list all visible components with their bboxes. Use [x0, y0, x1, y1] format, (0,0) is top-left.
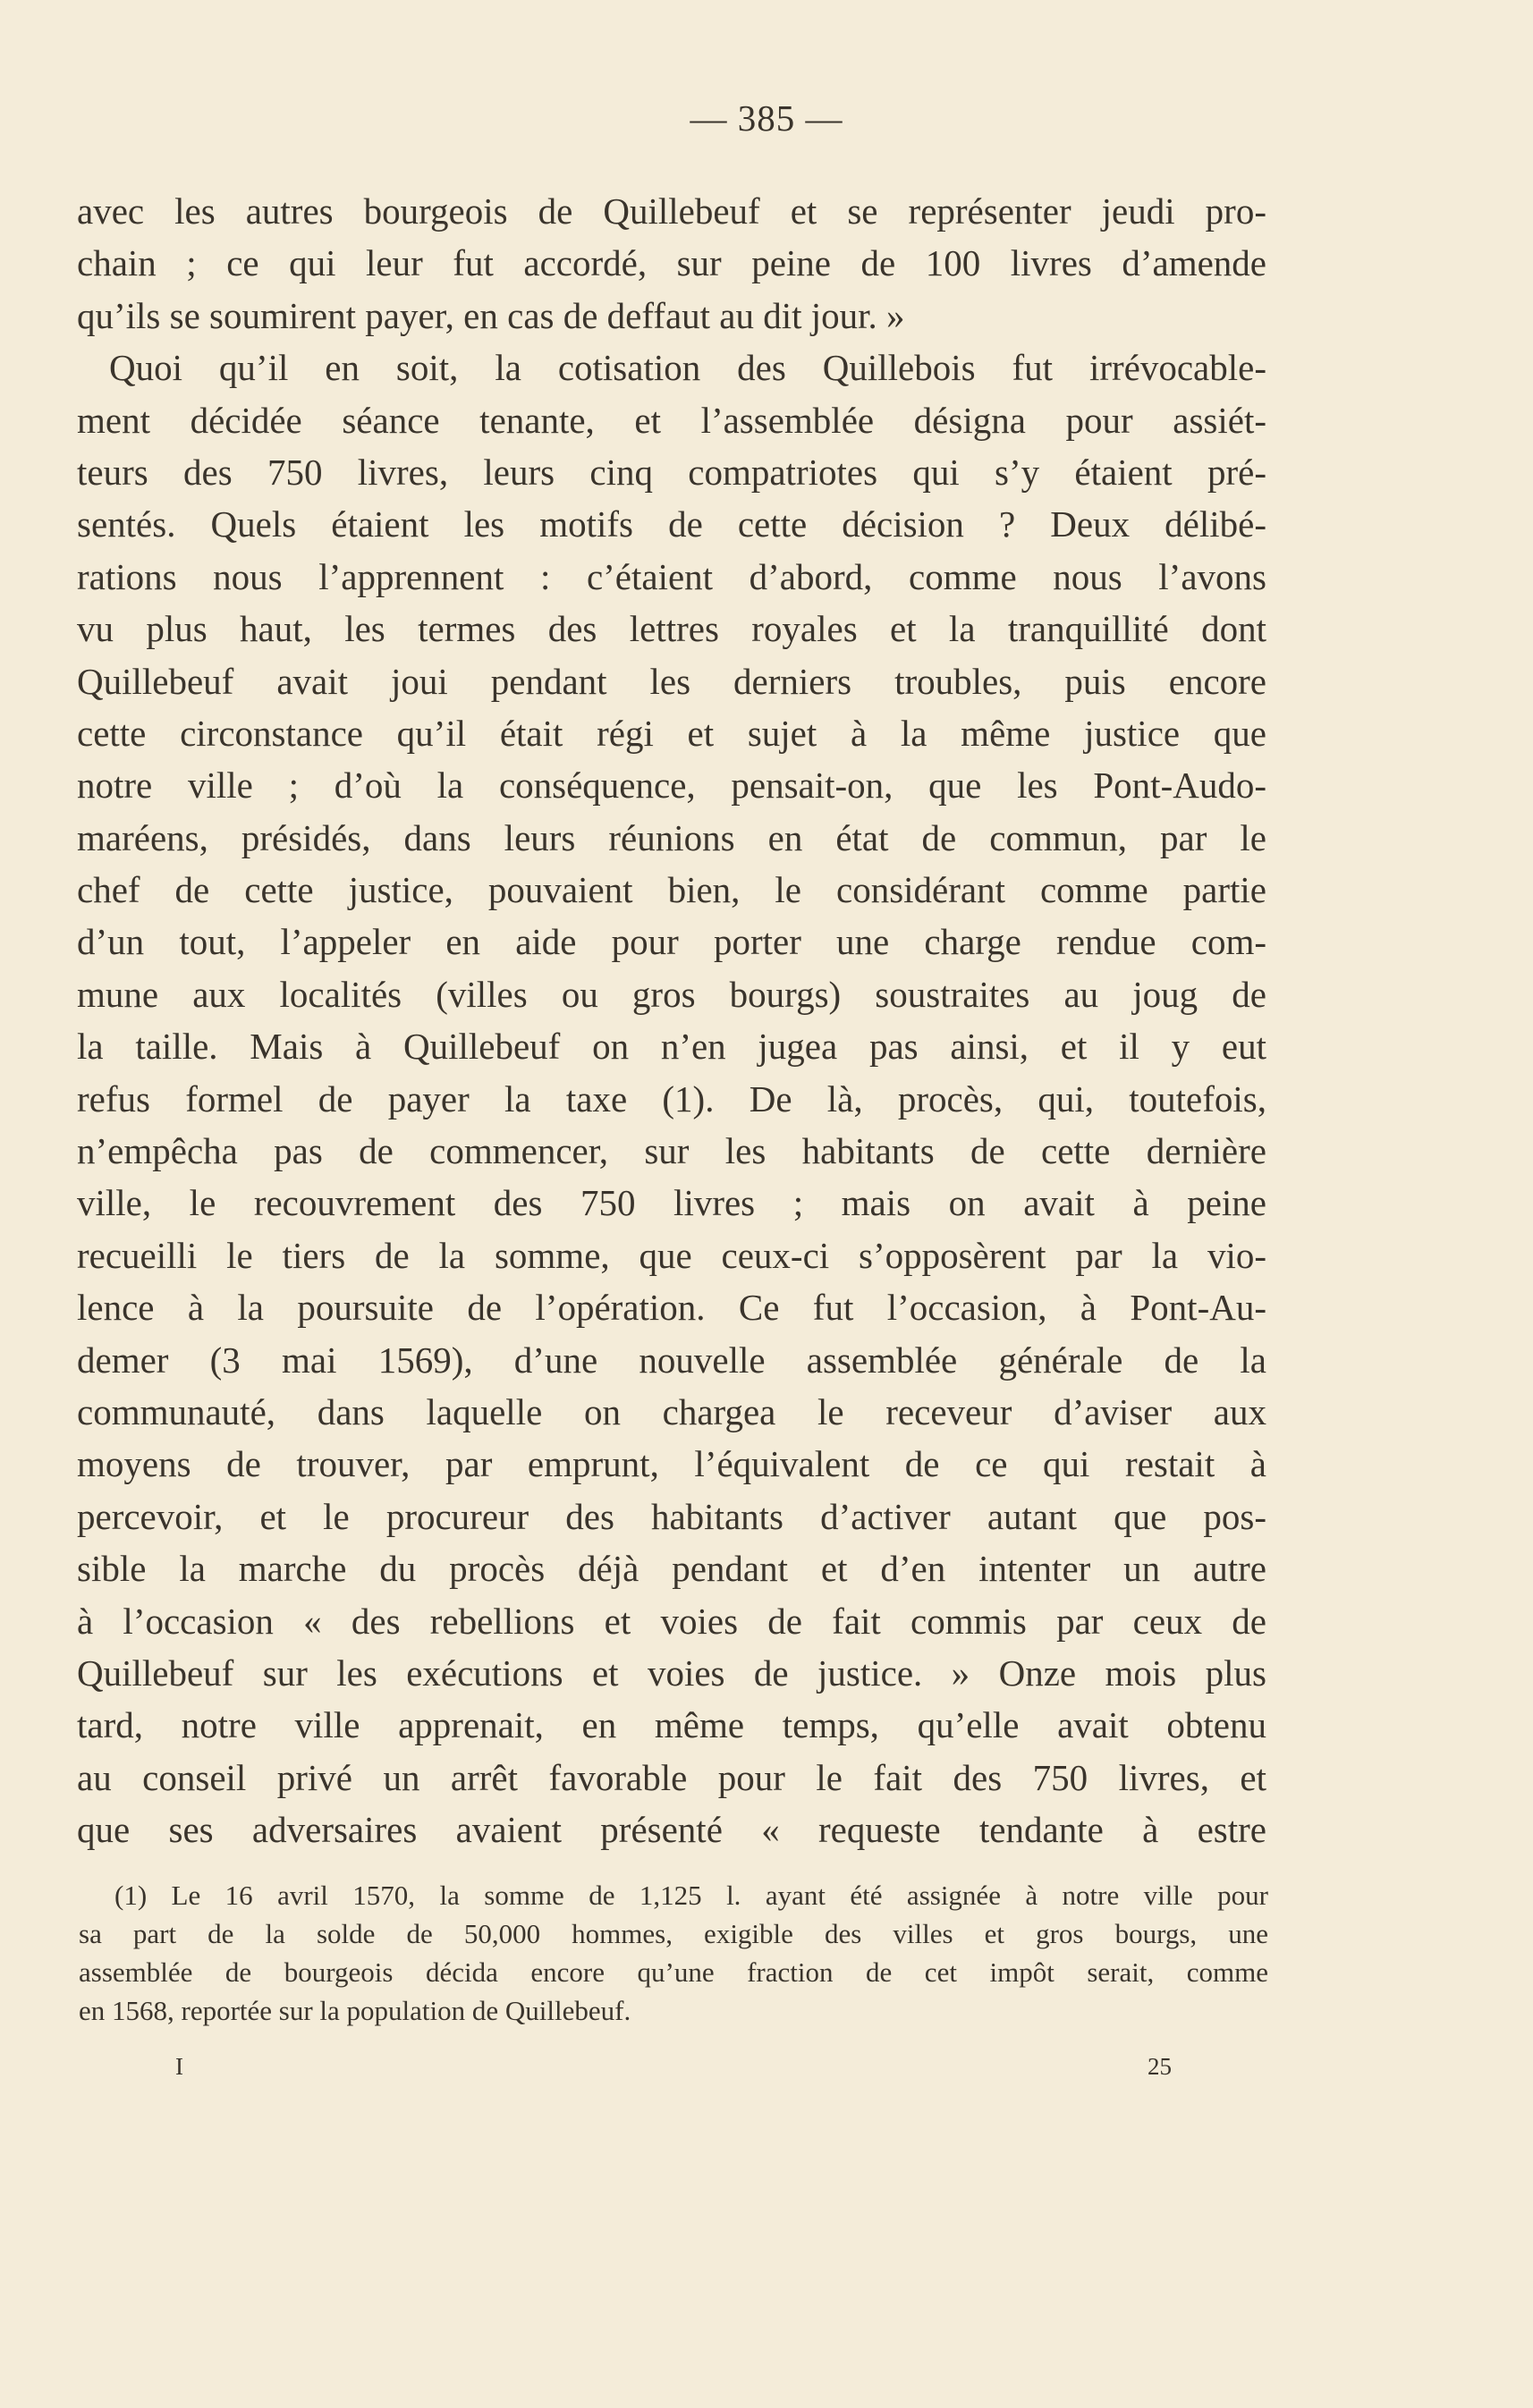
text-line: tard, notre ville apprenait, en même temps, qu’elle avait obtenu [77, 1704, 1266, 1746]
text-line: Quoi qu’il en soit, la cotisation des Quillebois fut irrévocable- [109, 347, 1266, 389]
footnote-line: assemblée de bourgeois décida encore qu’une fraction de cet impôt serait, comme [79, 1956, 1268, 1988]
text-line: Quillebeuf avait joui pendant les derniers troubles, puis encore [77, 660, 1266, 702]
signature-mark-left: I [175, 2053, 183, 2080]
text-line: communauté, dans laquelle on chargea le receveur d’aviser aux [77, 1390, 1266, 1432]
text-line: vu plus haut, les termes des lettres royales et la tranquillité dont [77, 608, 1266, 650]
text-line: n’empêcha pas de commencer, sur les habitants de cette dernière [77, 1130, 1266, 1172]
text-line: que ses adversaires avaient présenté « requeste tendante à estre [77, 1809, 1266, 1851]
footnote-line: sa part de la solde de 50,000 hommes, exigible des villes et gros bourgs, une [79, 1918, 1268, 1949]
text-line: refus formel de payer la taxe (1). De là, procès, qui, toutefois, [77, 1077, 1266, 1120]
text-line: cette circonstance qu’il était régi et sujet à la même justice que [77, 712, 1266, 754]
text-line: recueilli le tiers de la somme, que ceux-ci s’opposèrent par la vio- [77, 1234, 1266, 1276]
text-line: chef de cette justice, pouvaient bien, le considérant comme partie [77, 869, 1266, 911]
text-line: sentés. Quels étaient les motifs de cette décision ? Deux délibé- [77, 503, 1266, 545]
text-line: demer (3 mai 1569), d’une nouvelle assemblée générale de la [77, 1339, 1266, 1381]
text-line: d’un tout, l’appeler en aide pour porter une charge rendue com- [77, 921, 1266, 963]
text-line: mune aux localités (villes ou gros bourgs) soustraites au joug de [77, 973, 1266, 1015]
footnotes [79, 1876, 1268, 2030]
body-text [77, 185, 1266, 1856]
text-line: à l’occasion « des rebellions et voies de fait commis par ceux de [77, 1600, 1266, 1642]
text-line: chain ; ce qui leur fut accordé, sur peine de 100 livres d’amende [77, 242, 1266, 284]
text-line: moyens de trouver, par emprunt, l’équivalent de ce qui restait à [77, 1443, 1266, 1485]
text-line: Quillebeuf sur les exécutions et voies de justice. » Onze mois plus [77, 1652, 1266, 1694]
page-number: — 385 — [690, 97, 843, 139]
text-line: percevoir, et le procureur des habitants d’activer autant que pos- [77, 1495, 1266, 1537]
signature-mark-right: 25 [1148, 2053, 1172, 2080]
text-line: qu’ils se soumirent payer, en cas de deffaut au dit jour. » [77, 294, 905, 336]
footnote-line: (1) Le 16 avril 1570, la somme de 1,125 l. ayant été assignée à notre ville pour [114, 1880, 1268, 1911]
text-line: ville, le recouvrement des 750 livres ; mais on avait à peine [77, 1182, 1266, 1224]
footnote-line: en 1568, reportée sur la population de Quillebeuf. [79, 1995, 631, 2026]
text-line: notre ville ; d’où la conséquence, pensait-on, que les Pont-Audo- [77, 765, 1266, 807]
text-line: maréens, présidés, dans leurs réunions en état de commun, par le [77, 816, 1266, 858]
text-line: teurs des 750 livres, leurs cinq compatriotes qui s’y étaient pré- [77, 451, 1266, 493]
text-line: avec les autres bourgeois de Quillebeuf et se représenter jeudi pro- [77, 190, 1266, 232]
text-line: rations nous l’apprennent : c’étaient d’abord, comme nous l’avons [77, 555, 1266, 597]
text-line: la taille. Mais à Quillebeuf on n’en jugea pas ainsi, et il y eut [77, 1026, 1266, 1068]
text-line: ment décidée séance tenante, et l’assemblée désigna pour assiét- [77, 399, 1266, 441]
text-line: au conseil privé un arrêt favorable pour le fait des 750 livres, et [77, 1756, 1266, 1798]
text-line: lence à la poursuite de l’opération. Ce fut l’occasion, à Pont-Au- [77, 1287, 1266, 1329]
text-line: sible la marche du procès déjà pendant et d’en intenter un autre [77, 1548, 1266, 1590]
